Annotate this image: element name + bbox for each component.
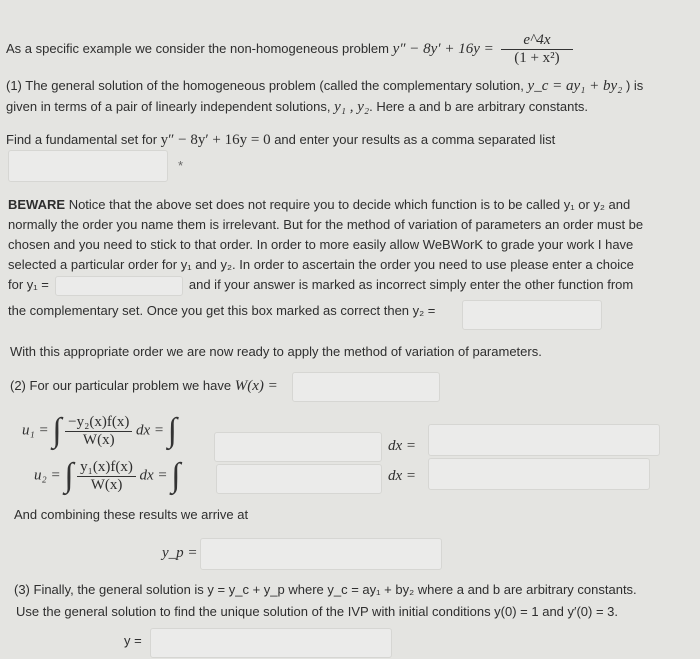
numerator: e^4x bbox=[501, 32, 572, 50]
y1-input[interactable] bbox=[55, 276, 183, 296]
dx-label: dx = bbox=[388, 468, 417, 484]
math: y″ − 8y′ + 16y = 0 bbox=[160, 132, 271, 148]
beware-title: BEWARE bbox=[8, 197, 66, 212]
u2-label: u₂ = bbox=[34, 467, 61, 484]
text: and enter your results as a comma separated list bbox=[274, 132, 556, 147]
beware-paragraph bbox=[8, 195, 643, 296]
u1-integrand-input[interactable] bbox=[214, 432, 382, 462]
text: chosen and you need to stick to that order. In order to more easily allow WeBWorK to grade your work I have bbox=[8, 237, 634, 252]
integral-sign: ∫ bbox=[64, 457, 74, 494]
text: selected a particular order for y₁ and y₂. In order to ascertain the order you need to use please enter a choice bbox=[8, 257, 634, 272]
combine-text: And combining these results we arrive at bbox=[14, 507, 249, 522]
part3-line1: (3) Finally, the general solution is y = y_c + y_p where y_c = ay₁ + by₂ where a and b are arbitrary constants. bbox=[14, 582, 637, 597]
part1-line2 bbox=[6, 99, 588, 116]
denominator: (1 + x²) bbox=[514, 50, 560, 66]
u1-label: u₁ = bbox=[22, 422, 49, 439]
text: ) is bbox=[625, 78, 644, 93]
ode-lhs: y″ − 8y′ + 16y = bbox=[392, 40, 494, 57]
y-solution-input[interactable] bbox=[150, 628, 392, 658]
part1-line1 bbox=[6, 78, 643, 95]
integral-sign: ∫ bbox=[52, 412, 62, 449]
text: (1) The general solution of the homogeneous problem (called the complementary solution, bbox=[6, 78, 524, 93]
wronskian-input[interactable] bbox=[292, 372, 440, 402]
text: given in terms of a pair of linearly independent solutions, bbox=[6, 99, 331, 114]
y-label: y = bbox=[124, 633, 142, 648]
part3-line2: Use the general solution to find the unique solution of the IVP with initial conditions y(0) = 1 and y′(0) = 3. bbox=[16, 604, 619, 619]
forcing-fraction bbox=[501, 32, 572, 67]
integral-sign: ∫ bbox=[171, 457, 181, 494]
u2-integrand-input[interactable] bbox=[216, 464, 382, 494]
dx-label: dx = bbox=[139, 467, 168, 484]
text: Notice that the above set does not require you to decide which function is to be called y₁ or y₂ and bbox=[68, 197, 631, 212]
intro-sentence: As a specific example we consider the non-homogeneous problem bbox=[6, 40, 389, 56]
dx-label: dx = bbox=[388, 438, 417, 454]
math: W(x) = bbox=[234, 378, 278, 394]
u1-result-input[interactable] bbox=[428, 424, 660, 456]
math: y₁ , y₂ bbox=[334, 99, 370, 115]
text: . Here a and b are arbitrary constants. bbox=[369, 99, 589, 114]
u1-row bbox=[22, 412, 177, 450]
numerator: y₁(x)f(x) bbox=[77, 459, 136, 477]
text: the complementary set. Once you get this box marked as correct then y₂ = bbox=[8, 303, 436, 318]
integral-sign: ∫ bbox=[167, 412, 177, 449]
yp-label: y_p = bbox=[162, 545, 198, 561]
u2-fraction bbox=[77, 459, 136, 494]
intro-text bbox=[6, 32, 573, 67]
math: y_c = ay₁ + by₂ bbox=[527, 78, 623, 94]
numerator: −y₂(x)f(x) bbox=[65, 414, 132, 432]
u2-result-input[interactable] bbox=[428, 458, 650, 490]
y2-input[interactable] bbox=[462, 300, 602, 330]
u1-fraction bbox=[65, 414, 132, 449]
yp-input[interactable] bbox=[200, 538, 442, 570]
required-asterisk: * bbox=[178, 158, 184, 173]
fundamental-set-input[interactable] bbox=[8, 150, 168, 182]
denominator: W(x) bbox=[82, 431, 115, 448]
text: for y₁ = bbox=[8, 277, 49, 292]
text: and if your answer is marked as incorrect simply enter the other function from bbox=[188, 277, 634, 292]
u2-row bbox=[34, 457, 181, 495]
dx-label: dx = bbox=[135, 422, 164, 439]
text: normally the order you name them is irrelevant. But for the method of variation of parameters an order must be bbox=[8, 217, 644, 232]
wronskian-line bbox=[10, 378, 278, 395]
text: Find a fundamental set for bbox=[6, 132, 158, 147]
text: (2) For our particular problem we have bbox=[10, 378, 232, 393]
find-line bbox=[6, 132, 555, 149]
transition-text: With this appropriate order we are now ready to apply the method of variation of parameters. bbox=[10, 344, 542, 359]
denominator: W(x) bbox=[90, 476, 123, 493]
